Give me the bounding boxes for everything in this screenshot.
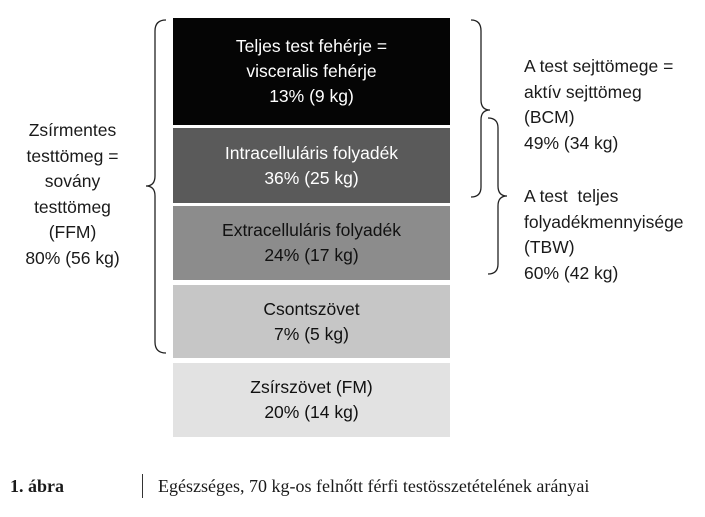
caption-divider xyxy=(142,474,143,498)
tbw-line-3: (TBW) xyxy=(524,237,575,257)
bone-label: Csontszövet xyxy=(263,298,360,319)
ffm-line-4: testtömeg xyxy=(34,196,111,217)
tbw-brace xyxy=(488,118,507,274)
protein-line-1: Teljes test fehérje = xyxy=(235,36,388,56)
caption-text: Egészséges, 70 kg-os felnőtt férfi testösszetételének arányai xyxy=(158,476,590,496)
ffm-value: 80% (56 kg) xyxy=(25,247,120,268)
protein-value: 13% (9 kg) xyxy=(269,86,354,106)
ffm-line-1: Zsírmentes xyxy=(28,120,117,140)
figure-caption xyxy=(0,474,705,500)
tbw-label xyxy=(524,184,684,286)
tbw-value: 60% (42 kg) xyxy=(524,262,619,283)
ecf-label: Extracelluláris folyadék xyxy=(222,220,401,240)
ffm-brace xyxy=(146,20,166,353)
bcm-label xyxy=(524,54,673,156)
tbw-line-2: folyadékmennyisége xyxy=(524,211,684,232)
bcm-line-1: A test sejttömege = xyxy=(524,56,674,76)
bone-value: 7% (5 kg) xyxy=(274,323,349,344)
protein-line-2: visceralis fehérje xyxy=(246,61,377,81)
fat-label: Zsírszövet (FM) xyxy=(250,377,373,397)
ffm-label xyxy=(0,118,145,271)
ffm-line-3: sovány xyxy=(44,171,101,191)
bcm-line-2: aktív sejttömeg xyxy=(524,81,642,102)
ffm-line-2: testtömeg = xyxy=(26,145,119,166)
tbw-line-1: A test teljes xyxy=(524,186,619,206)
bcm-line-3: (BCM) xyxy=(524,107,575,127)
icf-value: 36% (25 kg) xyxy=(264,167,359,188)
bcm-value: 49% (34 kg) xyxy=(524,132,619,153)
ecf-value: 24% (17 kg) xyxy=(264,245,359,265)
bcm-brace xyxy=(471,20,490,197)
ffm-line-5: (FFM) xyxy=(48,222,97,242)
figure-number: 1. ábra xyxy=(10,476,64,496)
fat-value: 20% (14 kg) xyxy=(264,402,359,422)
icf-label: Intracelluláris folyadék xyxy=(224,142,399,163)
